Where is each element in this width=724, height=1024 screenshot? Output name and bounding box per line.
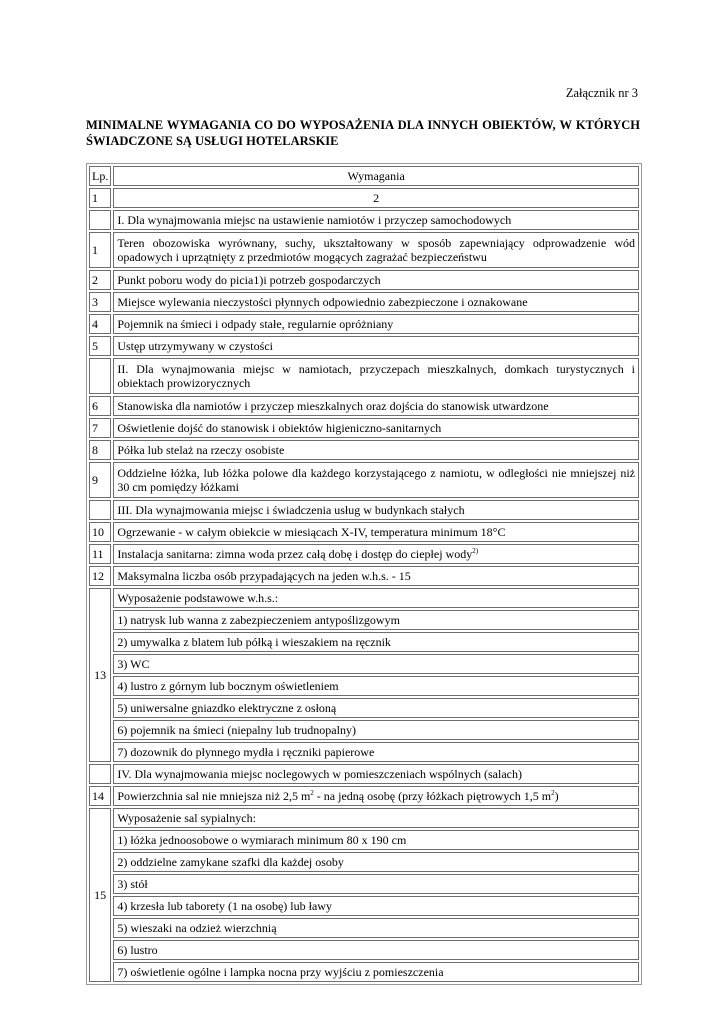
list-item: 3) WC bbox=[113, 654, 639, 674]
list-item: 6) lustro bbox=[113, 940, 639, 960]
superscript: 2 bbox=[551, 788, 555, 797]
section-4-title: IV. Dla wynajmowania miejsc noclegowych w pomieszczeniach wspólnych (salach) bbox=[113, 764, 639, 784]
list-item: 5) uniwersalne gniazdko elektryczne z osłoną bbox=[113, 698, 639, 718]
requirement-text-main: Instalacja sanitarna: zimna woda przez całą dobę i dostęp do ciepłej wody bbox=[117, 546, 473, 561]
requirement-text: Miejsce wylewania nieczystości płynnych odpowiednio zabezpieczone i oznakowane bbox=[113, 292, 639, 312]
requirement-text bbox=[113, 786, 639, 806]
table-row bbox=[89, 808, 639, 828]
list-item-row bbox=[89, 918, 639, 938]
list-item-row bbox=[89, 830, 639, 850]
row-number: 4 bbox=[89, 314, 111, 334]
row-number: 2 bbox=[89, 270, 111, 290]
table-row bbox=[89, 566, 639, 586]
list-item: 6) pojemnik na śmieci (niepalny lub trudnopalny) bbox=[113, 720, 639, 740]
list-item-row bbox=[89, 896, 639, 916]
annex-label: Załącznik nr 3 bbox=[565, 86, 638, 100]
requirement-text: Stanowiska dla namiotów i przyczep mieszkalnych oraz dojścia do stanowisk utwardzone bbox=[113, 396, 639, 416]
row-number: 12 bbox=[89, 566, 111, 586]
list-item-row bbox=[89, 874, 639, 894]
requirement-text: Półka lub stelaż na rzeczy osobiste bbox=[113, 440, 639, 460]
list-item: 4) krzesła lub taborety (1 na osobę) lub ławy bbox=[113, 896, 639, 916]
table-row bbox=[89, 440, 639, 460]
row-number: 6 bbox=[89, 396, 111, 416]
table-row bbox=[89, 292, 639, 312]
row-number: 3 bbox=[89, 292, 111, 312]
requirement-text: Ogrzewanie - w całym obiekcie w miesiącach X-IV, temperatura minimum 18°C bbox=[113, 522, 639, 542]
list-item: 4) lustro z górnym lub bocznym oświetleniem bbox=[113, 676, 639, 696]
list-item-row bbox=[89, 962, 639, 982]
requirement-text: Oddzielne łóżka, lub łóżka polowe dla każdego korzystającego z namiotu, w odległości nie mniejszej niż 30 cm pomiędzy łóżkami bbox=[113, 462, 639, 498]
table-row bbox=[89, 588, 639, 608]
table-row bbox=[89, 396, 639, 416]
list-heading: Wyposażenie podstawowe w.h.s.: bbox=[113, 588, 639, 608]
table-row bbox=[89, 314, 639, 334]
list-item-row bbox=[89, 720, 639, 740]
section-header-row bbox=[89, 358, 639, 394]
requirement-text bbox=[113, 544, 639, 564]
column-numbering-row bbox=[89, 188, 639, 208]
table-row bbox=[89, 462, 639, 498]
row-number: 10 bbox=[89, 522, 111, 542]
table-row bbox=[89, 270, 639, 290]
requirement-text: Pojemnik na śmieci i odpady stałe, regularnie opróżniany bbox=[113, 314, 639, 334]
document-title: MINIMALNE WYMAGANIA CO DO WYPOSAŻENIA DLA INNYCH OBIEKTÓW, W KTÓRYCH ŚWIADCZONE SĄ USŁUGI HOTELARSKIE bbox=[86, 118, 640, 148]
list-item: 7) dozownik do płynnego mydła i ręczniki papierowe bbox=[113, 742, 639, 762]
row-number: 8 bbox=[89, 440, 111, 460]
requirement-text-part: ) bbox=[554, 788, 559, 803]
list-item: 2) oddzielne zamykane szafki dla każdej osoby bbox=[113, 852, 639, 872]
requirements-column-number: 2 bbox=[113, 188, 639, 208]
footnote-marker: 2) bbox=[472, 546, 479, 555]
list-item: 3) stół bbox=[113, 874, 639, 894]
requirement-text: Teren obozowiska wyrównany, suchy, ukształtowany w sposób zapewniający odprowadzenie wód opadowych i uprzątnięty z przedmiotów mogących zagrażać bezpieczeństwu bbox=[113, 232, 639, 268]
list-item-row bbox=[89, 742, 639, 762]
list-item: 1) łóżka jednoosobowe o wymiarach minimum 80 x 190 cm bbox=[113, 830, 639, 850]
list-heading: Wyposażenie sal sypialnych: bbox=[113, 808, 639, 828]
requirement-text: Punkt poboru wody do picia1)i potrzeb gospodarczych bbox=[113, 270, 639, 290]
list-item: 1) natrysk lub wanna z zabezpieczeniem antypoślizgowym bbox=[113, 610, 639, 630]
list-item-row bbox=[89, 852, 639, 872]
table-row bbox=[89, 232, 639, 268]
table-row bbox=[89, 544, 639, 564]
list-item: 7) oświetlenie ogólne i lampka nocna przy wyjściu z pomieszczenia bbox=[113, 962, 639, 982]
table-row bbox=[89, 336, 639, 356]
section-2-title: II. Dla wynajmowania miejsc w namiotach, przyczepach mieszkalnych, domkach turystycznych i obiektach prowizorycznych bbox=[113, 358, 639, 394]
list-item-row bbox=[89, 610, 639, 630]
table-header-row bbox=[89, 166, 639, 186]
table-row bbox=[89, 786, 639, 806]
list-item-row bbox=[89, 698, 639, 718]
list-item: 2) umywalka z blatem lub półką i wieszakiem na ręcznik bbox=[113, 632, 639, 652]
table-row bbox=[89, 522, 639, 542]
list-item-row bbox=[89, 940, 639, 960]
requirement-text: Oświetlenie dojść do stanowisk i obiektów higieniczno-sanitarnych bbox=[113, 418, 639, 438]
section-header-row bbox=[89, 210, 639, 230]
table-row bbox=[89, 418, 639, 438]
row-number: 9 bbox=[89, 462, 111, 498]
requirements-header: Wymagania bbox=[113, 166, 639, 186]
requirement-text-part: Powierzchnia sal nie mniejsza niż 2,5 m bbox=[117, 788, 311, 803]
row-number: 7 bbox=[89, 418, 111, 438]
requirement-text-part: - na jedną osobę (przy łóżkach piętrowych 1,5 m bbox=[313, 788, 552, 803]
requirements-table bbox=[86, 163, 642, 985]
section-header-row bbox=[89, 500, 639, 520]
lp-column-number: 1 bbox=[89, 188, 111, 208]
row-number: 13 bbox=[89, 588, 111, 762]
requirement-text: Ustęp utrzymywany w czystości bbox=[113, 336, 639, 356]
superscript: 2 bbox=[310, 788, 314, 797]
section-3-title: III. Dla wynajmowania miejsc i świadczenia usług w budynkach stałych bbox=[113, 500, 639, 520]
row-number: 14 bbox=[89, 786, 111, 806]
section-header-row bbox=[89, 764, 639, 784]
requirement-text: Maksymalna liczba osób przypadających na jeden w.h.s. - 15 bbox=[113, 566, 639, 586]
row-number: 11 bbox=[89, 544, 111, 564]
section-1-title: I. Dla wynajmowania miejsc na ustawienie namiotów i przyczep samochodowych bbox=[113, 210, 639, 230]
list-item-row bbox=[89, 654, 639, 674]
lp-header: Lp. bbox=[89, 166, 111, 186]
row-number: 15 bbox=[89, 808, 111, 982]
list-item-row bbox=[89, 632, 639, 652]
list-item-row bbox=[89, 676, 639, 696]
row-number: 5 bbox=[89, 336, 111, 356]
list-item: 5) wieszaki na odzież wierzchnią bbox=[113, 918, 639, 938]
row-number: 1 bbox=[89, 232, 111, 268]
